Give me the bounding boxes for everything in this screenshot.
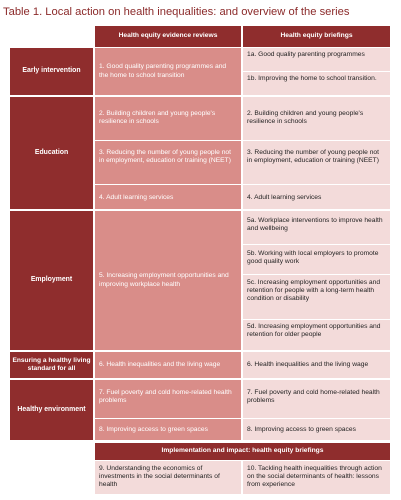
briefing-4: 4. Adult learning services [243, 185, 390, 209]
briefing-5d: 5d. Increasing employment opportunities and retention for older people [243, 320, 390, 350]
review-5-text: 5. Increasing employment opportunities and improving workplace health [99, 272, 229, 288]
briefing-7: 7. Fuel poverty and cold home-related health problems [243, 380, 390, 418]
review-4: 4. Adult learning services [95, 185, 241, 209]
category-education: Education [10, 97, 93, 209]
briefing-10: 10. Tackling health inequalities through action on the social determinants of health: lessons from experience [243, 461, 390, 494]
briefing-2: 2. Building children and young people's resilience in schools [243, 97, 390, 140]
briefing-6-text: 6. Health inequalities and the living wage [247, 360, 369, 368]
review-5 [95, 211, 241, 350]
table-title: Table 1. Local action on health inequalities: and overview of the series [3, 6, 350, 18]
review-1-text: 1. Good quality parenting programmes and the home to school transition [99, 63, 227, 79]
category-healthy-living-standard: Ensuring a healthy living standard for all [10, 352, 93, 378]
briefing-5a: 5a. Workplace interventions to improve health and wellbeing [243, 211, 390, 244]
review-3: 3. Reducing the number of young people not in employment, education or training (NEET) [95, 141, 241, 184]
reviews-column-header: Health equity evidence reviews [95, 26, 241, 47]
briefing-9: 9. Understanding the economics of investments in the social determinants of health [95, 461, 241, 494]
category-employment: Employment [10, 211, 93, 350]
category-healthy-environment: Healthy environment [10, 380, 93, 440]
briefing-6 [243, 352, 390, 378]
implementation-header: Implementation and impact: health equity briefings [95, 443, 390, 460]
briefing-1b: 1b. Improving the home to school transition. [243, 72, 390, 95]
review-6-text: 6. Health inequalities and the living wage [99, 360, 221, 368]
review-2: 2. Building children and young people's resilience in schools [95, 97, 241, 140]
review-1 [95, 48, 241, 95]
briefing-8: 8. Improving access to green spaces [243, 419, 390, 440]
briefing-3: 3. Reducing the number of young people not in employment, education or training (NEET) [243, 141, 390, 184]
review-8: 8. Improving access to green spaces [95, 419, 241, 440]
briefing-5b: 5b. Working with local employers to promote good quality work [243, 245, 390, 274]
briefing-5c: 5c. Increasing employment opportunities and retention for people with a long-term health condition or disability [243, 275, 390, 319]
briefing-1a: 1a. Good quality parenting programmes [243, 48, 390, 71]
review-6 [95, 352, 241, 378]
category-early-intervention: Early intervention [10, 48, 93, 95]
review-7: 7. Fuel poverty and cold home-related health problems [95, 380, 241, 418]
briefings-column-header: Health equity briefings [243, 26, 390, 47]
